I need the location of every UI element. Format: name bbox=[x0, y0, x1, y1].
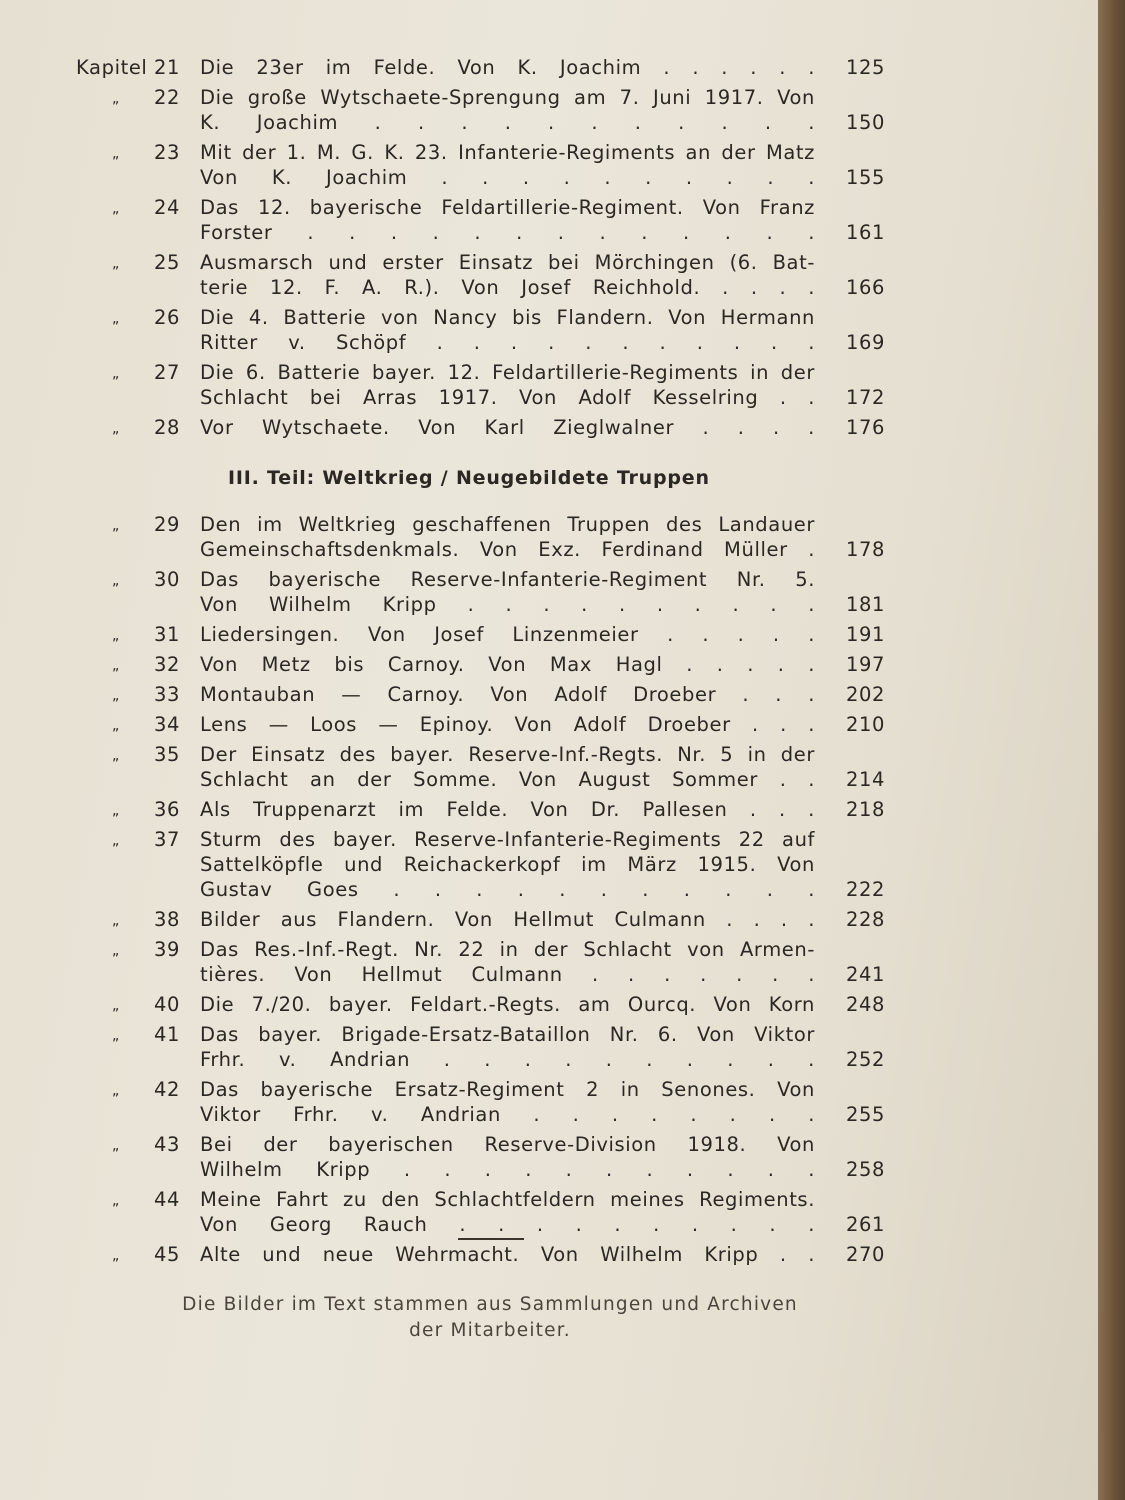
ditto-mark: „ bbox=[112, 91, 120, 107]
toc-entry bbox=[0, 140, 1098, 190]
chapter-title bbox=[200, 140, 815, 190]
chapter-title-line: Wilhelm Kripp . . . . . . . . . . . bbox=[200, 1158, 815, 1181]
chapter-number: 45 bbox=[153, 1243, 180, 1266]
chapter-prefix bbox=[76, 360, 180, 385]
page-number: 178 bbox=[845, 538, 885, 561]
ditto-mark: „ bbox=[112, 256, 120, 272]
chapter-prefix bbox=[76, 1132, 180, 1157]
chapter-title bbox=[200, 195, 815, 245]
chapter-number: 32 bbox=[153, 653, 180, 676]
ditto-mark: „ bbox=[112, 658, 120, 674]
page-number: 214 bbox=[845, 768, 885, 791]
chapter-title-line: Den im Weltkrieg geschaffenen Truppen des Landauer bbox=[200, 513, 815, 536]
chapter-prefix bbox=[76, 712, 180, 737]
chapter-title-line: Das Res.-Inf.-Regt. Nr. 22 in der Schlacht von Armen- bbox=[200, 938, 815, 961]
chapter-title-line: Ausmarsch und erster Einsatz bei Mörchingen (6. Bat- bbox=[200, 251, 815, 274]
chapter-title bbox=[200, 1022, 815, 1072]
chapter-title-line: Viktor Frhr. v. Andrian . . . . . . . . bbox=[200, 1103, 815, 1126]
chapter-prefix bbox=[76, 195, 180, 220]
page-number: 191 bbox=[845, 623, 885, 646]
chapter-number: 41 bbox=[153, 1023, 180, 1046]
chapter-number: 23 bbox=[153, 141, 180, 164]
ditto-mark: „ bbox=[112, 573, 120, 589]
chapter-prefix bbox=[76, 1187, 180, 1212]
ditto-mark: „ bbox=[112, 998, 120, 1014]
chapter-title-line: Das 12. bayerische Feldartillerie-Regiment. Von Franz bbox=[200, 196, 815, 219]
page-number: 218 bbox=[845, 798, 885, 821]
chapter-number: 28 bbox=[153, 416, 180, 439]
page-number: 228 bbox=[845, 908, 885, 931]
chapter-title bbox=[200, 992, 815, 1017]
chapter-title-line: Sattelköpfle und Reichackerkopf im März 1915. Von bbox=[200, 853, 815, 876]
toc-entry bbox=[0, 512, 1098, 562]
chapter-title-line: Gustav Goes . . . . . . . . . . . bbox=[200, 878, 815, 901]
toc-entry bbox=[0, 360, 1098, 410]
toc-entry bbox=[0, 415, 1098, 440]
chapter-title bbox=[200, 742, 815, 792]
picture-credits-note bbox=[0, 1292, 980, 1344]
ditto-mark: „ bbox=[112, 718, 120, 734]
chapter-title-line: Von Metz bis Carnoy. Von Max Hagl . . . . . bbox=[200, 653, 815, 676]
book-cover-edge bbox=[1098, 0, 1125, 1500]
toc-entry bbox=[0, 652, 1098, 677]
ditto-mark: „ bbox=[112, 688, 120, 704]
chapter-prefix bbox=[76, 992, 180, 1017]
chapter-title-line: Die 6. Batterie bayer. 12. Feldartillerie-Regiments in der bbox=[200, 361, 815, 384]
chapter-title-line: tières. Von Hellmut Culmann . . . . . . . bbox=[200, 963, 815, 986]
chapter-title bbox=[200, 907, 815, 932]
chapter-title-line: Von Georg Rauch . . . . . . . . . . bbox=[200, 1213, 815, 1236]
page-number: 258 bbox=[845, 1158, 885, 1181]
ditto-mark: „ bbox=[112, 833, 120, 849]
toc-entry bbox=[0, 195, 1098, 245]
ditto-mark: „ bbox=[112, 803, 120, 819]
chapter-title bbox=[200, 415, 815, 440]
page-number: 181 bbox=[845, 593, 885, 616]
chapter-prefix bbox=[76, 907, 180, 932]
chapter-title-line: Lens — Loos — Epinoy. Von Adolf Droeber . . . bbox=[200, 713, 815, 736]
chapter-prefix bbox=[76, 1077, 180, 1102]
toc-entry bbox=[0, 1077, 1098, 1127]
page-number: 210 bbox=[845, 713, 885, 736]
chapter-title bbox=[200, 1077, 815, 1127]
chapter-title-line: Von Wilhelm Kripp . . . . . . . . . . bbox=[200, 593, 815, 616]
page-number: 248 bbox=[845, 993, 885, 1016]
chapter-title bbox=[200, 1132, 815, 1182]
chapter-number: 35 bbox=[153, 743, 180, 766]
page-number: 155 bbox=[845, 166, 885, 189]
toc-entry bbox=[0, 682, 1098, 707]
ditto-mark: „ bbox=[112, 1248, 120, 1264]
chapter-prefix bbox=[76, 85, 180, 110]
chapter-title-line: Sturm des bayer. Reserve-Infanterie-Regiments 22 auf bbox=[200, 828, 815, 851]
toc-entry bbox=[0, 937, 1098, 987]
chapter-prefix bbox=[76, 682, 180, 707]
page-number: 241 bbox=[845, 963, 885, 986]
toc-entry bbox=[0, 1187, 1098, 1237]
chapter-title-line: Schlacht an der Somme. Von August Sommer . . bbox=[200, 768, 815, 791]
chapter-title bbox=[200, 250, 815, 300]
chapter-prefix bbox=[76, 827, 180, 852]
toc-entry bbox=[0, 797, 1098, 822]
chapter-number: 27 bbox=[153, 361, 180, 384]
toc-entry bbox=[0, 827, 1098, 902]
chapter-number: 31 bbox=[153, 623, 180, 646]
page-number: 176 bbox=[845, 416, 885, 439]
toc-entry bbox=[0, 992, 1098, 1017]
toc-entry bbox=[0, 742, 1098, 792]
chapter-title-line: Mit der 1. M. G. K. 23. Infanterie-Regiments an der Matz bbox=[200, 141, 815, 164]
chapter-number: 36 bbox=[153, 798, 180, 821]
divider-rule bbox=[458, 1238, 524, 1240]
chapter-prefix bbox=[76, 415, 180, 440]
toc-entry bbox=[0, 907, 1098, 932]
chapter-number: 21 bbox=[153, 56, 180, 79]
page-number: 252 bbox=[845, 1048, 885, 1071]
ditto-mark: „ bbox=[112, 748, 120, 764]
chapter-number: 37 bbox=[153, 828, 180, 851]
chapter-number: 44 bbox=[153, 1188, 180, 1211]
chapter-prefix bbox=[76, 55, 180, 80]
chapter-title-line: Meine Fahrt zu den Schlachtfeldern meines Regiments. bbox=[200, 1188, 815, 1211]
chapter-prefix bbox=[76, 622, 180, 647]
toc-entry bbox=[0, 55, 1098, 80]
chapter-number: 25 bbox=[153, 251, 180, 274]
page-number: 125 bbox=[845, 56, 885, 79]
ditto-mark: „ bbox=[112, 1193, 120, 1209]
chapter-title-line: Schlacht bei Arras 1917. Von Adolf Kesselring . . bbox=[200, 386, 815, 409]
ditto-mark: „ bbox=[112, 201, 120, 217]
chapter-number: 22 bbox=[153, 86, 180, 109]
chapter-number: 26 bbox=[153, 306, 180, 329]
chapter-prefix bbox=[76, 512, 180, 537]
section-heading: III. Teil: Weltkrieg / Neugebildete Truppen bbox=[228, 467, 710, 489]
table-of-contents bbox=[0, 55, 1098, 1272]
toc-entry bbox=[0, 250, 1098, 300]
chapter-number: 43 bbox=[153, 1133, 180, 1156]
chapter-title bbox=[200, 712, 815, 737]
toc-entry bbox=[0, 567, 1098, 617]
chapter-title-line: Ritter v. Schöpf . . . . . . . . . . . bbox=[200, 331, 815, 354]
page-number: 197 bbox=[845, 653, 885, 676]
chapter-title bbox=[200, 1242, 815, 1267]
chapter-number: 34 bbox=[153, 713, 180, 736]
chapter-title-line: Das bayer. Brigade-Ersatz-Bataillon Nr. 6. Von Viktor bbox=[200, 1023, 815, 1046]
chapter-prefix bbox=[76, 937, 180, 962]
toc-entry bbox=[0, 1022, 1098, 1072]
chapter-prefix bbox=[76, 567, 180, 592]
chapter-title bbox=[200, 937, 815, 987]
chapter-number: 24 bbox=[153, 196, 180, 219]
chapter-title-line: Von K. Joachim . . . . . . . . . . bbox=[200, 166, 815, 189]
chapter-title-line: Die 4. Batterie von Nancy bis Flandern. Von Hermann bbox=[200, 306, 815, 329]
chapter-title bbox=[200, 360, 815, 410]
ditto-mark: „ bbox=[112, 913, 120, 929]
chapter-prefix bbox=[76, 742, 180, 767]
chapter-title-line: Als Truppenarzt im Felde. Von Dr. Pallesen . . . bbox=[200, 798, 815, 821]
chapter-title bbox=[200, 622, 815, 647]
ditto-mark: „ bbox=[112, 366, 120, 382]
chapter-prefix bbox=[76, 250, 180, 275]
chapter-title-line: Die 23er im Felde. Von K. Joachim . . . . . . bbox=[200, 56, 815, 79]
chapter-title bbox=[200, 682, 815, 707]
ditto-mark: „ bbox=[112, 311, 120, 327]
toc-entry bbox=[0, 85, 1098, 135]
chapter-title-line: Bei der bayerischen Reserve-Division 1918. Von bbox=[200, 1133, 815, 1156]
chapter-title bbox=[200, 305, 815, 355]
toc-entries-part-3 bbox=[0, 512, 1098, 1267]
chapter-title-line: Montauban — Carnoy. Von Adolf Droeber . . . bbox=[200, 683, 815, 706]
toc-entry bbox=[0, 622, 1098, 647]
chapter-title bbox=[200, 55, 815, 80]
footer-line: der Mitarbeiter. bbox=[409, 1320, 571, 1341]
chapter-title-line: Bilder aus Flandern. Von Hellmut Culmann . . . . bbox=[200, 908, 815, 931]
chapter-number: 39 bbox=[153, 938, 180, 961]
toc-entry bbox=[0, 712, 1098, 737]
toc-entry bbox=[0, 1132, 1098, 1182]
page-number: 169 bbox=[845, 331, 885, 354]
ditto-mark: „ bbox=[112, 1028, 120, 1044]
ditto-mark: „ bbox=[112, 1138, 120, 1154]
toc-entry bbox=[0, 1242, 1098, 1267]
page-number: 202 bbox=[845, 683, 885, 706]
chapter-title-line: Liedersingen. Von Josef Linzenmeier . . . . . bbox=[200, 623, 815, 646]
page-number: 150 bbox=[845, 111, 885, 134]
chapter-title-line: Vor Wytschaete. Von Karl Zieglwalner . . . . bbox=[200, 416, 815, 439]
chapter-title-line: Die große Wytschaete-Sprengung am 7. Juni 1917. Von bbox=[200, 86, 815, 109]
kapitel-label: Kapitel bbox=[76, 56, 148, 79]
toc-entry bbox=[0, 305, 1098, 355]
chapter-title-line: Das bayerische Reserve-Infanterie-Regiment Nr. 5. bbox=[200, 568, 815, 591]
chapter-title-line: Alte und neue Wehrmacht. Von Wilhelm Kripp . . bbox=[200, 1243, 815, 1266]
chapter-title bbox=[200, 797, 815, 822]
chapter-number: 30 bbox=[153, 568, 180, 591]
page-number: 255 bbox=[845, 1103, 885, 1126]
chapter-number: 42 bbox=[153, 1078, 180, 1101]
chapter-title bbox=[200, 827, 815, 902]
chapter-title-line: K. Joachim . . . . . . . . . . . bbox=[200, 111, 815, 134]
chapter-title-line: Der Einsatz des bayer. Reserve-Inf.-Regts. Nr. 5 in der bbox=[200, 743, 815, 766]
page-number: 172 bbox=[845, 386, 885, 409]
ditto-mark: „ bbox=[112, 421, 120, 437]
footer-line: Die Bilder im Text stammen aus Sammlungen und Archiven bbox=[182, 1294, 798, 1315]
chapter-title bbox=[200, 652, 815, 677]
page-number: 222 bbox=[845, 878, 885, 901]
chapter-title bbox=[200, 567, 815, 617]
chapter-title bbox=[200, 1187, 815, 1237]
ditto-mark: „ bbox=[112, 518, 120, 534]
chapter-prefix bbox=[76, 305, 180, 330]
chapter-title-line: Forster . . . . . . . . . . . . . bbox=[200, 221, 815, 244]
chapter-title-line: Gemeinschaftsdenkmals. Von Exz. Ferdinand Müller . bbox=[200, 538, 815, 561]
ditto-mark: „ bbox=[112, 628, 120, 644]
page-number: 161 bbox=[845, 221, 885, 244]
chapter-title-line: terie 12. F. A. R.). Von Josef Reichhold. . . . . bbox=[200, 276, 815, 299]
page-number: 261 bbox=[845, 1213, 885, 1236]
chapter-title-line: Die 7./20. bayer. Feldart.-Regts. am Ourcq. Von Korn bbox=[200, 993, 815, 1016]
chapter-number: 29 bbox=[153, 513, 180, 536]
toc-entries-part-2 bbox=[0, 55, 1098, 440]
chapter-title-line: Das bayerische Ersatz-Regiment 2 in Senones. Von bbox=[200, 1078, 815, 1101]
chapter-number: 40 bbox=[153, 993, 180, 1016]
chapter-prefix bbox=[76, 797, 180, 822]
ditto-mark: „ bbox=[112, 146, 120, 162]
ditto-mark: „ bbox=[112, 1083, 120, 1099]
chapter-title-line: Frhr. v. Andrian . . . . . . . . . . bbox=[200, 1048, 815, 1071]
chapter-prefix bbox=[76, 1022, 180, 1047]
chapter-number: 33 bbox=[153, 683, 180, 706]
chapter-prefix bbox=[76, 140, 180, 165]
chapter-prefix bbox=[76, 652, 180, 677]
ditto-mark: „ bbox=[112, 943, 120, 959]
page-number: 270 bbox=[845, 1243, 885, 1266]
chapter-title bbox=[200, 512, 815, 562]
page-number: 166 bbox=[845, 276, 885, 299]
chapter-title bbox=[200, 85, 815, 135]
chapter-prefix bbox=[76, 1242, 180, 1267]
chapter-number: 38 bbox=[153, 908, 180, 931]
